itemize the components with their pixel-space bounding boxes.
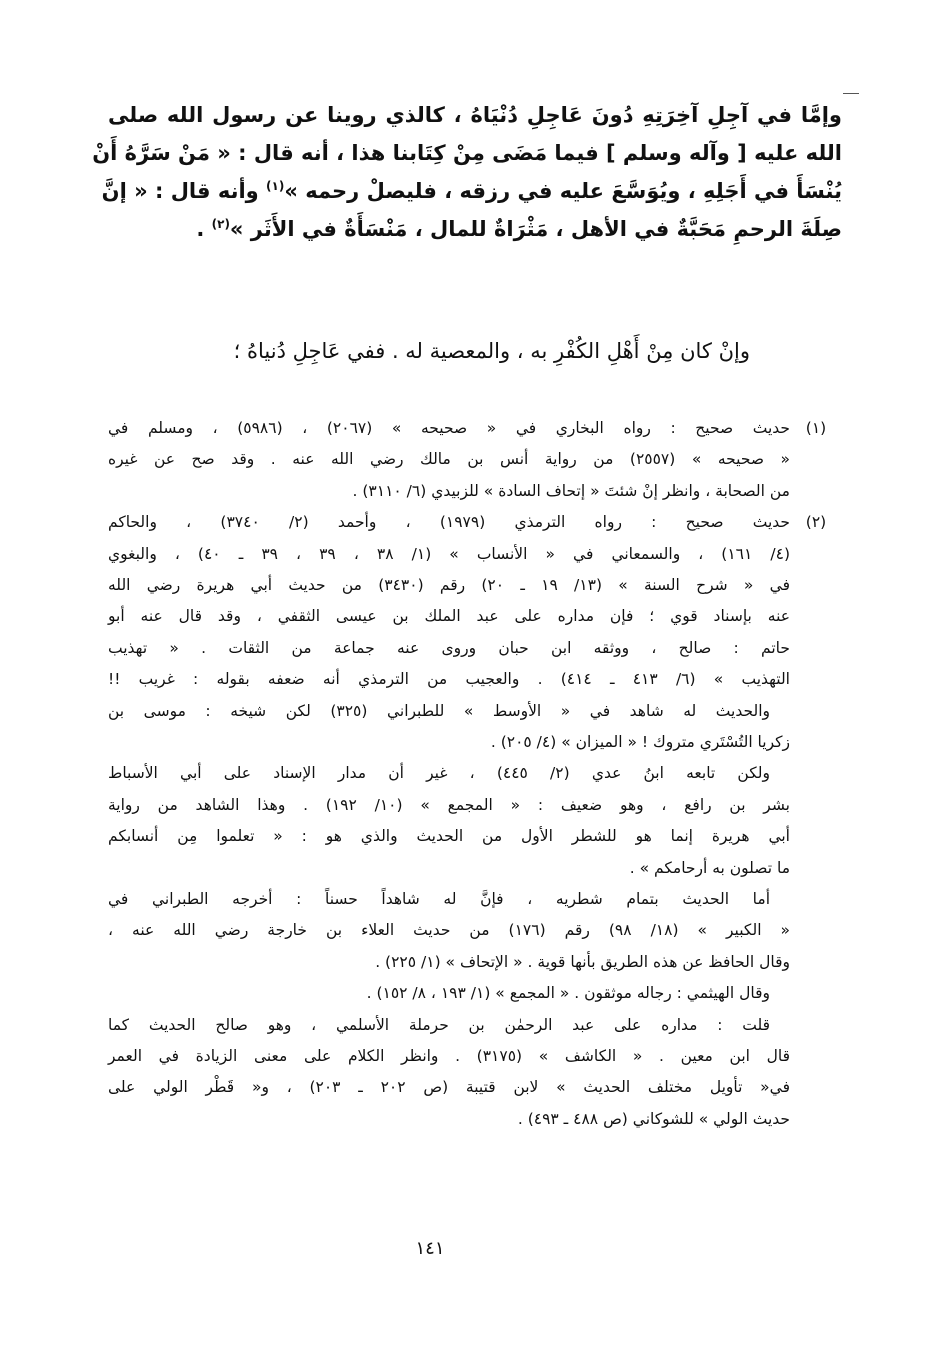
footnote-ref: (٢) [211,217,230,231]
footnote-line: وقال الحافظ عن هذه الطريق بأنها قوية . « الإتحاف » (١/ ٢٢٥) . [375,952,790,971]
main-text-segment: يُنْسَأَ في أَجَلِهِ ، ويُوَسَّعَ عليه في رزقه ، فليصلْ رحمه » [284,179,842,203]
footnote-line: قال ابن معين . « الكاشف » (٣١٧٥) . وانظر الكلام على معنى الزيادة في العمر [108,1047,790,1065]
footnote-line: وقال الهيثمي : رجاله موثقون . « المجمع » (١/ ١٩٣ ، ٨/ ١٥٢) . [366,984,770,1003]
footnote-line: حاتم : صالح ، ووثقه ابن حبان وروى عنه جماعة من الثقات . « تهذيب [108,638,790,657]
footnote-line: أبي هريرة إنما هو للشطر الأول من الحديث والذي هو : « تعلموا مِن أنسابكم [108,827,790,846]
footnote-line: في« تأويل مختلف الحديث » لابن قتيبة (ص ٢٠٢ ـ ٢٠٣) ، و« قَطْر الولي على [108,1078,790,1097]
main-text-line: الله عليه [ وآله وسلم ] فيما مَضَى مِنْ كِتَابنا هذا ، أنه قال : « مَنْ سَرَّهُ أَنْ [92,141,842,165]
footnote-ref: (١) [266,179,285,193]
footnote-marker: (٢) [805,513,827,532]
footnote-line: قلت : مداره على عبد الرحمٰن بن حرملة الأسلمي ، وهو صالح الحديث كما [108,1015,770,1034]
main-text-segment: . [196,217,212,241]
footnote-line: (٤/ ١٦١) ، والسمعاني في « الأنساب » (١/ ٣٨ ، ٣٩ ، ٣٩ ـ ٤٠) ، والبغوي [108,544,791,563]
page-number: ١٤١ [415,1238,445,1259]
footnote-line: بشر بن رافع ، وهو ضعيف : « المجمع » (١٠/ ١٩٢) . وهذا الشاهد من رواية [108,795,790,814]
footnote-line: « صحيحه » (٢٥٥٧) من رواية أنس بن مالك رضي الله عنه . وقد صح عن غيره [108,450,790,469]
footnote-line: حديث صحيح : رواه البخاري في « صحيحه » (٢٠٦٧) ، (٥٩٨٦) ، ومسلم في [108,419,790,437]
main-text-segment: صِلَةَ الرحمِ مَحَبَّةٌ في الأهل ، مَثْرَاةٌ للمال ، مَنْسَأَةٌ في الأَثَر » [229,217,842,241]
paragraph-line: وإنْ كان مِنْ أَهْلِ الكُفْرِ به ، والمعصية له . ففي عَاجِلِ دُنياهُ ؛ [233,339,750,363]
footnote-line: والحديث له شاهد في « الأوسط » للطبراني (٣٢٥) لكن شيخه : موسى بن [108,701,770,720]
footnote-line: من الصحابة ، وانظر إنْ شئتَ « إتحاف السادة » للزبيدي (٦/ ٣١١٠) . [352,481,790,500]
footnote-line: عنه بإسناد قوي ؛ فإن مداره على عبد الملك بن عيسى الثقفي ، وقد قال عنه أبو [108,607,790,626]
footnote-line: حديث الولي » للشوكاني (ص ٤٨٨ ـ ٤٩٣) . [517,1109,790,1128]
footnote-marker: (١) [805,419,827,437]
footnote-line: أما الحديث بتمام شطريه ، فإنَّ له شاهداً حسناً : أخرجه الطبراني في [108,890,770,908]
main-text-line: وإمَّا في آجِلِ آخِرَتِهِ دُونَ عَاجِلِ دُنْيَاهُ ، كالذي روينا عن رسول الله صلى [108,103,842,127]
footnote-line: ولكن تابعه ابنُ عدي (٢/ ٤٤٥) ، غير أن مدار الإسناد على أبي الأسباط [108,764,770,783]
main-text-line [101,178,842,205]
footnote-line: زكريا التُسْتَري متروك ! « الميزان » (٤/ ٢٠٥) . [490,733,790,751]
scan-mark [843,93,859,94]
footnote-line: حديث صحيح : رواه الترمذي (١٩٧٩) ، وأحمد (٢/ ٣٧٤٠) ، والحاكم [108,513,790,532]
main-text-line [108,216,842,243]
footnote-line: التهذيب » (٦/ ٤١٣ ـ ٤١٤) . والعجيب من الترمذي أنه ضعفه بقوله : غريب !! [108,670,790,689]
footnote-line: في « شرح السنة » (١٣/ ١٩ ـ ٢٠) رقم (٣٤٣٠) من حديث أبي هريرة رضي الله [108,576,790,594]
footnote-line: « الكبير » (١٨/ ٩٨) رقم (١٧٦) من حديث العلاء بن خارجة رضي الله عنه ، [108,921,790,940]
footnote-line: ما تصلون به أرحامكم » . [629,858,790,877]
main-text-segment: وأنه قال : « إنَّ [101,179,267,203]
